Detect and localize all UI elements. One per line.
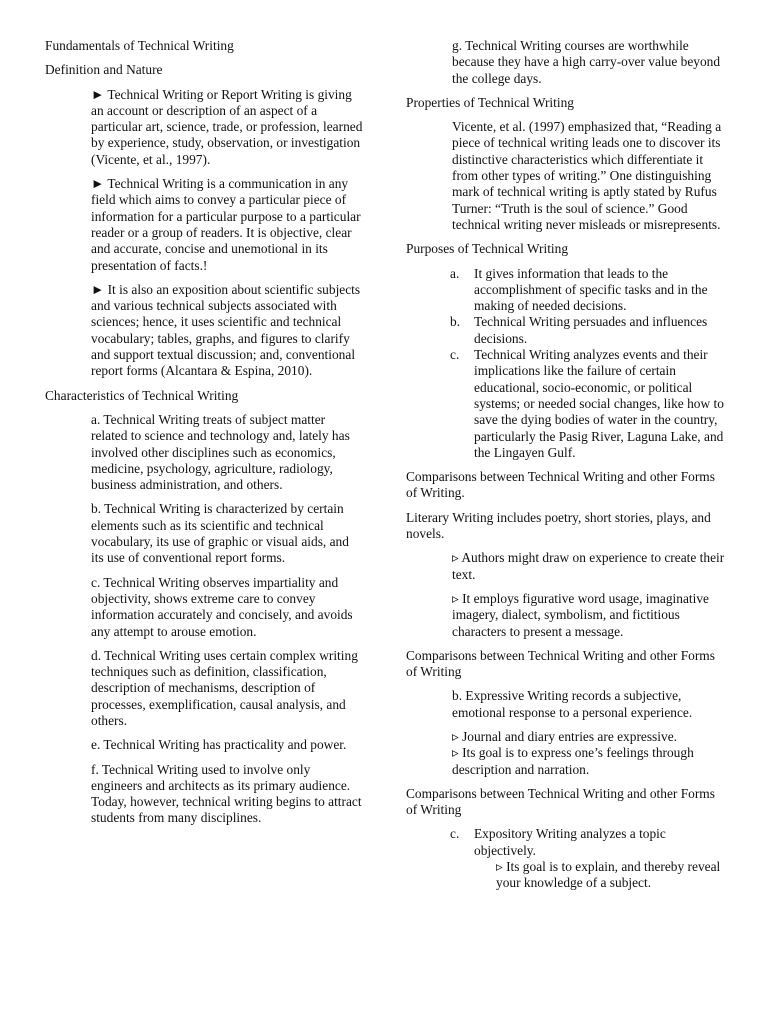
characteristics-heading: Characteristics of Technical Writing xyxy=(45,387,239,403)
comparisons-heading: Comparisons between Technical Writing and other Forms of Writing. xyxy=(406,469,715,501)
list-item-text: Technical Writing persuades and influences decisions. xyxy=(474,314,708,346)
left-column xyxy=(45,38,363,835)
list-item xyxy=(406,314,726,347)
expository-item: ▹ Its goal is to explain, and thereby reveal your knowledge of a subject. xyxy=(496,859,721,891)
purposes-list xyxy=(406,266,726,462)
list-marker: b. xyxy=(450,314,461,330)
right-column xyxy=(406,38,726,892)
literary-item: ▹ Authors might draw on experience to create their text. xyxy=(452,550,725,582)
comparisons-heading: Comparisons between Technical Writing and other Forms of Writing xyxy=(406,785,715,818)
list-marker: a. xyxy=(450,265,460,281)
properties-paragraph: Vicente, et al. (1997) emphasized that, “Reading a piece of technical writing leads one to discover its distinctive characteristics which differentiate it from other types of writing.” One distinguishing mark of technical writing is aptly stated by Rufus Turner: “Truth is the soul of science.” Good technical writing never misleads or misrepresents. xyxy=(452,119,722,232)
expressive-item: ▹ Its goal is to express one’s feelings through description and narration. xyxy=(452,745,694,777)
literary-item: ▹ It employs figurative word usage, imaginative imagery, dialect, symbolism, and fictitious characters to present a message. xyxy=(452,590,709,639)
expressive-paragraph: b. Expressive Writing records a subjective, emotional response to a personal experience. xyxy=(452,688,693,720)
purposes-heading: Purposes of Technical Writing xyxy=(406,241,569,257)
literary-paragraph: Literary Writing includes poetry, short stories, plays, and novels. xyxy=(406,509,711,542)
characteristic-paragraph: c. Technical Writing observes impartiality and objectivity, shows extreme care to convey information accurately and concisely, and avoids any attempt to arouse emotion. xyxy=(91,574,353,639)
characteristic-paragraph: d. Technical Writing uses certain complex writing techniques such as definition, classification, description of mechanisms, description of processes, exemplification, causal analysis, and others. xyxy=(91,647,358,728)
characteristic-paragraph: b. Technical Writing is characterized by certain elements such as its scientific and technical vocabulary, its use of graphic or visual aids, and its use of conventional report forms. xyxy=(91,501,349,566)
list-item xyxy=(406,826,726,859)
characteristic-paragraph: e. Technical Writing has practicality and power. xyxy=(91,737,347,753)
definition-heading: Definition and Nature xyxy=(45,62,163,78)
expressive-item: ▹ Journal and diary entries are expressive. xyxy=(452,728,677,744)
list-item xyxy=(406,347,726,461)
expository-list xyxy=(406,826,726,859)
definition-paragraph: ► It is also an exposition about scientific subjects and various technical subjects associated with sciences; hence, it uses scientific and technical vocabulary; tables, graphs, and figures to clarify and support textual discussion; and, conventional report forms (Alcantara & Espina, 2010). xyxy=(91,281,361,379)
characteristic-paragraph: g. Technical Writing courses are worthwhile because they have a high carry-over value beyond the college days. xyxy=(452,38,721,86)
comparisons-heading: Comparisons between Technical Writing and other Forms of Writing xyxy=(406,647,715,680)
list-marker: c. xyxy=(450,347,460,363)
list-item-text: It gives information that leads to the accomplishment of specific tasks and in the making of needed decisions. xyxy=(474,265,708,314)
properties-heading: Properties of Technical Writing xyxy=(406,94,574,110)
characteristic-paragraph: a. Technical Writing treats of subject matter related to science and technology and, lately has involved other disciplines such as economics, medicine, psychology, agriculture, radiology, business administration, and others. xyxy=(91,411,350,493)
list-item xyxy=(406,266,726,315)
list-marker: c. xyxy=(450,826,460,842)
document-title: Fundamentals of Technical Writing xyxy=(45,38,234,53)
list-item-text: Technical Writing analyzes events and their implications like the failure of certain educational, socio-economic, or political systems; or needed social changes, like how to save the dying bodies of water in the country, particularly the Pasig River, Laguna Lake, and the Lingayen Gulf. xyxy=(474,347,724,460)
definition-paragraph: ► Technical Writing or Report Writing is giving an account or description of an aspect of a particular art, science, trade, or profession, learned by experience, study, observation, or investigation (Vicente, et al., 1997). xyxy=(91,86,363,167)
characteristic-paragraph: f. Technical Writing used to involve only engineers and architects as its primary audience. Today, however, technical writing begins to attract students from many disciplines. xyxy=(91,761,362,826)
definition-paragraph: ► Technical Writing is a communication in any field which aims to convey a particular piece of information for a particular purpose to a particular reader or a group of readers. It is objective, clear and accurate, concise and unemotional in its presentation of facts.! xyxy=(91,176,361,273)
list-item-text: Expository Writing analyzes a topic objectively. xyxy=(474,826,666,858)
